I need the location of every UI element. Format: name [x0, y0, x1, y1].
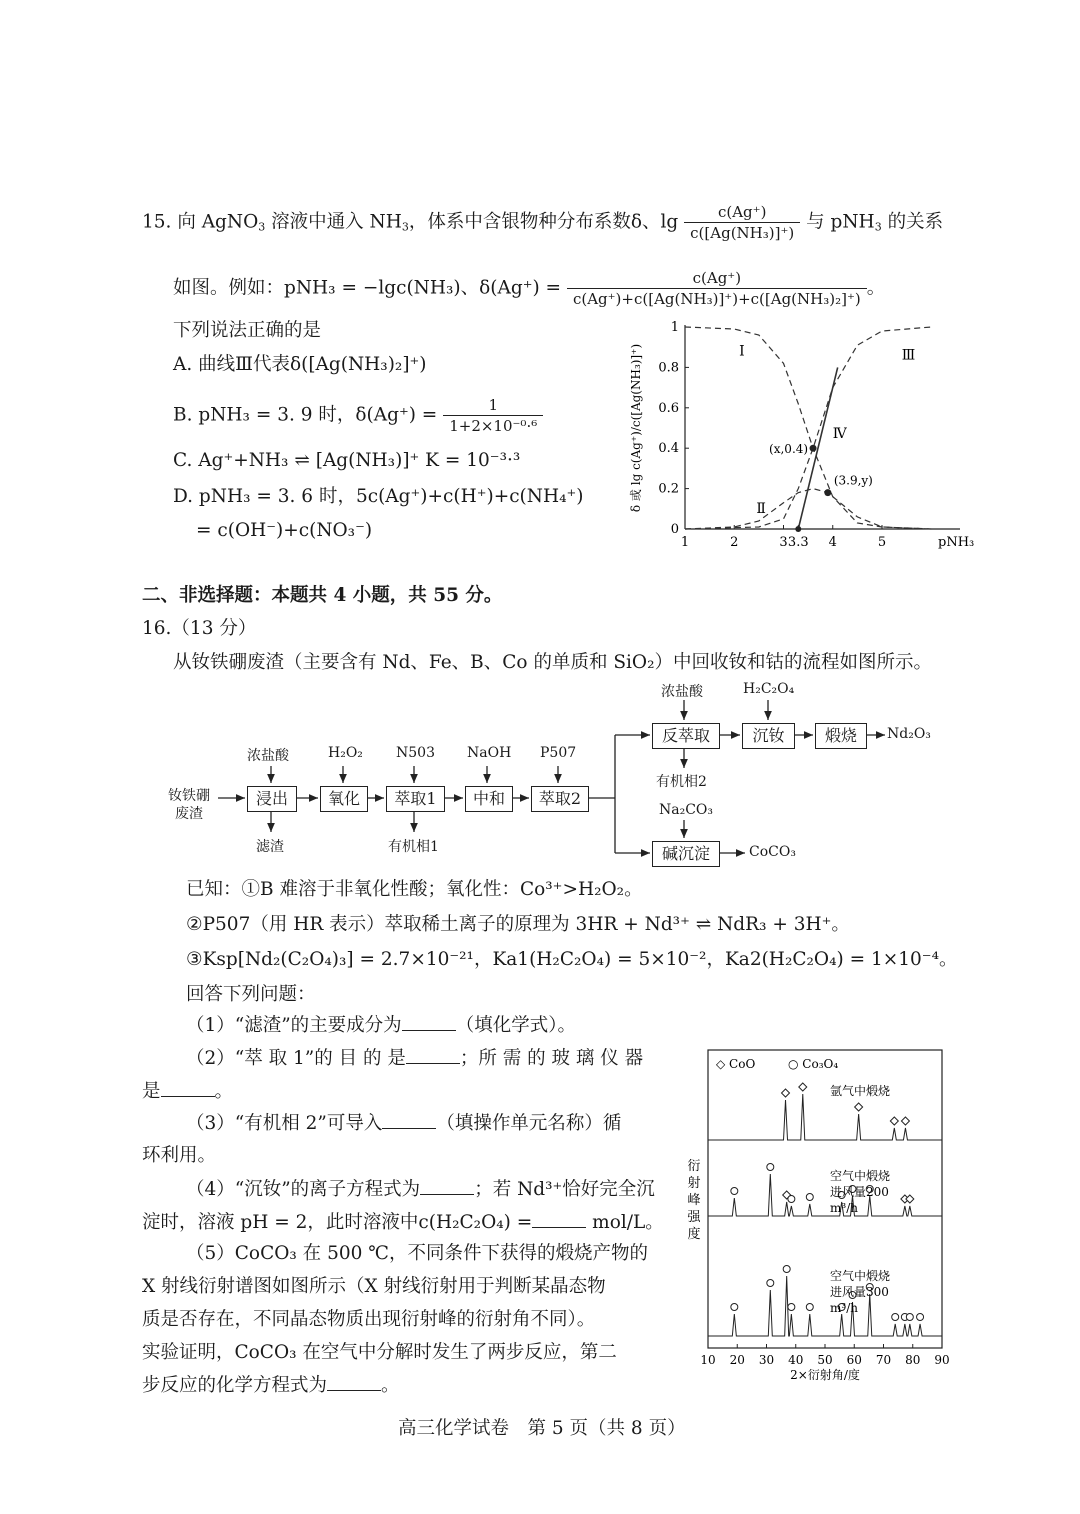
q15-option-a: A. 曲线Ⅲ代表δ([Ag(NH₃)₂]⁺): [173, 354, 427, 375]
q15-line1: 15. 向 AgNO$_3$ 溶液中通入 $NH_3$，体系中含银物种分布系数δ、lg $\frac{c(Ag^+)}{\text{c([Ag(NH₃)]⁺)}}$ 与 pNH$_3$ 的关系: [142, 203, 944, 242]
step-extraction1: 萃取1: [386, 786, 445, 812]
x-tick-label: 90: [934, 1353, 950, 1367]
co3o4-peak-marker: [788, 1304, 795, 1311]
point-x-04: [810, 445, 817, 452]
x-tick-label: 3: [779, 535, 788, 550]
part-5-line5: [142, 1372, 400, 1399]
q15-text: ，体系中含银物种分布系数δ、lg: [408, 211, 679, 233]
y-tick-label: 0.8: [658, 360, 679, 376]
curve-label: Ⅰ: [739, 343, 745, 360]
y-axis-label-char: 度: [687, 1227, 701, 1242]
annotation: (3.9,y): [833, 473, 873, 488]
part-3: [186, 1110, 621, 1137]
q15-text: 如图。例如：pNH₃ = −lgc(NH₃)、δ(Ag⁺) =: [173, 277, 562, 299]
reagent-hcl: 浓盐酸: [247, 748, 289, 764]
part-text: 。: [214, 1081, 234, 1102]
reagent-na2co3: Na₂CO₃: [659, 802, 714, 818]
output-organic2: 有机相2: [656, 774, 707, 790]
part-text: mol/L。: [586, 1212, 664, 1233]
trace-label: 进风量300: [830, 1285, 889, 1299]
part-5-line1: （5）CoCO₃ 在 500 ℃，不同条件下获得的煅烧产物的: [186, 1243, 648, 1264]
flow-start-line: 钕铁硼: [168, 788, 210, 804]
output-residue: 滤渣: [256, 839, 284, 855]
q15-text: 溶液中通入 NH: [265, 211, 402, 233]
reagent-n503: N503: [396, 745, 435, 761]
trace-label: m³/h: [830, 1301, 858, 1315]
y-tick-label: 0.4: [658, 441, 679, 457]
part-2: [186, 1045, 643, 1072]
part-text: 。: [381, 1375, 400, 1396]
part-1: [186, 1012, 576, 1039]
known-1: 已知：①B 难溶于非氧化性酸；氧化性：Co³⁺>H₂O₂。: [186, 879, 643, 900]
answer-blank[interactable]: [327, 1372, 381, 1391]
co3o4-peak-marker: [917, 1314, 924, 1321]
y-axis-label-char: 强: [687, 1210, 701, 1225]
step-alkali-precipitation: 碱沉淀: [652, 841, 720, 867]
part-text: （填操作单元名称）循: [436, 1113, 622, 1134]
part-text: ；所 需 的 玻 璃 仪 器: [459, 1048, 644, 1069]
part-text: 是: [142, 1081, 161, 1102]
part-text: （2）“萃 取 1”的 目 的 是: [186, 1048, 406, 1069]
part-2-cont: [142, 1078, 233, 1105]
coo-peak-marker: [799, 1083, 807, 1091]
coo-peak-marker: [906, 1195, 914, 1203]
option-b-fraction: [443, 395, 543, 436]
q15-option-c: C. Ag⁺+NH₃ ⇌ [Ag(NH₃)]⁺ K = 10⁻³·³: [173, 450, 521, 471]
part-3-cont: 环利用。: [142, 1145, 217, 1166]
fraction-denominator: c(Ag⁺)+c([Ag(NH₃)]⁺)+c([Ag(NH₃)₂]⁺): [572, 290, 861, 308]
x-tick-label: 4: [828, 535, 837, 550]
part-5-line3: 质是否存在，不同晶态物质出现衍射峰的衍射角不同）。: [142, 1309, 596, 1330]
answer-blank[interactable]: [420, 1176, 474, 1195]
series-curve-2: [685, 489, 931, 529]
x-tick-label: 30: [758, 1353, 775, 1367]
x-tick-label: 20: [729, 1353, 745, 1367]
x-tick-label: 60: [846, 1353, 862, 1367]
point-39-y: [824, 489, 831, 496]
q15-text: 。: [866, 277, 886, 299]
answer-blank[interactable]: [532, 1209, 586, 1228]
co3o4-peak-marker: [731, 1188, 738, 1195]
part-text: 淀时，溶液 pH = 2，此时溶液中c(H₂C₂O₄) =: [142, 1212, 533, 1233]
step-calcination: 煅烧: [815, 723, 867, 749]
page-footer: 高三化学试卷 第 5 页（共 8 页）: [398, 1418, 686, 1439]
annotation: (x,0.4): [769, 442, 809, 457]
step-leaching: 浸出: [247, 786, 297, 812]
xrd-trace-1: [708, 1094, 942, 1140]
y-tick-label: 0: [670, 522, 679, 537]
curve-label: Ⅲ: [901, 347, 916, 364]
step-extraction2: 萃取2: [531, 786, 589, 812]
x-tick-label: 10: [700, 1353, 716, 1367]
y-axis-label: δ 或 lg c(Ag⁺)/c([Ag(NH₃)]⁺): [629, 343, 643, 513]
series-curve-1: [685, 327, 931, 529]
y-tick-label: 0.2: [658, 481, 679, 497]
section-title: 二、非选择题：本题共 4 小题，共 55 分。: [142, 585, 503, 606]
q15-option-b: [173, 395, 543, 436]
step-back-extraction: 反萃取: [652, 723, 720, 749]
fraction-numerator: c(Ag⁺): [684, 202, 800, 223]
reagent-oxalic: H₂C₂O₄: [743, 681, 795, 697]
trace-label: 进风量200: [830, 1185, 889, 1199]
step-oxidation: 氧化: [320, 786, 368, 812]
legend-co3o4: ○ Co₃O₄: [788, 1057, 839, 1071]
q15-line2: [173, 268, 885, 309]
co3o4-peak-marker: [767, 1280, 774, 1287]
x-tick-label: 80: [905, 1353, 921, 1367]
x-tick-label: 3.3: [787, 535, 809, 550]
answer-blank[interactable]: [161, 1078, 215, 1097]
reagent-p507: P507: [540, 745, 577, 761]
y-axis-label-char: 射: [687, 1176, 701, 1191]
x-axis-label: pNH₃: [938, 535, 975, 550]
fraction-denominator: c([Ag(NH₃)]⁺): [690, 224, 795, 242]
trace-label: 空气中煅烧: [830, 1269, 891, 1283]
co3o4-peak-marker: [731, 1304, 738, 1311]
coo-peak-marker: [901, 1117, 909, 1125]
reagent-hcl-2: 浓盐酸: [661, 684, 703, 700]
known-2: ②P507（用 HR 表示）萃取稀土离子的原理为 3HR + Nd³⁺ ⇌ NdR₃ + 3H⁺。: [186, 914, 850, 935]
q16-intro: 从钕铁硼废渣（主要含有 Nd、Fe、B、Co 的单质和 SiO₂）中回收钕和钴的流程如图所示。: [173, 652, 933, 673]
co3o4-peak-marker: [767, 1164, 774, 1171]
xrd-trace-2: [708, 1174, 942, 1216]
y-tick-label: 1: [670, 320, 679, 335]
answer-blank[interactable]: [402, 1012, 456, 1031]
output-organic1: 有机相1: [388, 839, 439, 855]
part-text: （3）“有机相 2”可导入: [186, 1113, 383, 1134]
flow-start: [168, 787, 210, 823]
part-text: （1）“滤渣”的主要成分为: [186, 1015, 402, 1036]
coo-peak-marker: [890, 1117, 898, 1125]
q15-text: 的关系: [881, 211, 944, 233]
x-tick-label: 2: [730, 535, 739, 550]
product-coco3: CoCO₃: [749, 844, 796, 860]
trace-label: 氩气中煅烧: [830, 1084, 891, 1098]
xrd-chart: [680, 1040, 960, 1385]
q15-prompt: 下列说法正确的是: [173, 320, 322, 341]
x-tick-label: 1: [680, 535, 690, 550]
co3o4-peak-marker: [906, 1314, 913, 1321]
co3o4-peak-marker: [788, 1196, 795, 1203]
fraction-denominator: 1+2×10⁻⁰·⁶: [449, 417, 538, 435]
part-5-line2: X 射线衍射谱图如图所示（X 射线衍射用于判断某晶态物: [142, 1276, 606, 1297]
co3o4-peak-marker: [892, 1314, 899, 1321]
part-text: （填化学式）。: [455, 1015, 576, 1036]
part-5-line4: 实验证明，CoCO₃ 在空气中分解时发生了两步反应，第二: [142, 1342, 617, 1363]
x-tick-label: 5: [877, 535, 887, 550]
q15-text: 与 pNH: [806, 211, 875, 233]
reagent-h2o2: H₂O₂: [328, 745, 363, 761]
point-33-0: [795, 526, 801, 532]
q15-option-d-line1: D. pNH₃ = 3. 6 时，5c(Ag⁺)+c(H⁺)+c(NH₄⁺): [173, 486, 584, 507]
answer-blank[interactable]: [382, 1110, 436, 1129]
co3o4-peak-marker: [783, 1266, 790, 1273]
x-axis-label: 2×衍射角/度: [790, 1368, 860, 1382]
distribution-chart: [600, 315, 975, 560]
curve-label: Ⅳ: [832, 426, 847, 443]
x-tick-label: 40: [788, 1353, 804, 1367]
reagent-naoh: NaOH: [467, 745, 512, 761]
y-axis-label-char: 峰: [687, 1193, 701, 1208]
q16-header: 16.（13 分）: [142, 618, 257, 639]
known-3: ③Ksp[Nd₂(C₂O₄)₃] = 2.7×10⁻²¹，Ka1(H₂C₂O₄) = 5×10⁻²，Ka2(H₂C₂O₄) = 1×10⁻⁴。: [186, 949, 958, 970]
curve-label: Ⅱ: [756, 500, 766, 517]
y-axis-label-char: 衍: [687, 1159, 701, 1174]
fraction-numerator: 1: [443, 395, 543, 416]
option-b-text: B. pNH₃ = 3. 9 时，δ(Ag⁺) =: [173, 404, 438, 426]
part-text: ；若 Nd³⁺恰好完全沉: [474, 1179, 655, 1200]
legend-coo: ◇ CoO: [716, 1057, 756, 1071]
answer-blank[interactable]: [406, 1045, 460, 1064]
part-4: [186, 1176, 655, 1203]
co3o4-peak-marker: [806, 1194, 813, 1201]
co3o4-peak-marker: [806, 1304, 813, 1311]
series-curve-3: [685, 327, 931, 529]
x-tick-label: 70: [875, 1353, 892, 1367]
x-tick-label: 50: [817, 1353, 833, 1367]
q15-fraction: [684, 202, 800, 243]
coo-peak-marker: [855, 1103, 863, 1111]
y-tick-label: 0.6: [658, 400, 679, 416]
q15-delta-fraction: [567, 268, 867, 309]
step-nd-precipitation: 沉钕: [742, 723, 795, 749]
trace-label: 空气中煅烧: [830, 1169, 891, 1183]
q15-option-d-line2: = c(OH⁻)+c(NO₃⁻): [196, 520, 373, 541]
flow-start-line: 废渣: [175, 806, 203, 822]
q15-text: 向 AgNO: [177, 211, 259, 233]
trace-label: m³/h: [830, 1201, 858, 1215]
part-4-cont: [142, 1209, 664, 1236]
step-neutralization: 中和: [465, 786, 513, 812]
q15-number: 15.: [142, 211, 172, 233]
fraction-numerator: c(Ag⁺): [567, 268, 867, 289]
part-text: 步反应的化学方程式为: [142, 1375, 328, 1396]
xrd-trace-3: [708, 1276, 942, 1336]
answer-prompt: 回答下列问题：: [186, 984, 316, 1005]
product-nd2o3: Nd₂O₃: [887, 726, 931, 742]
part-text: （4）“沉钕”的离子方程式为: [186, 1179, 421, 1200]
coo-peak-marker: [782, 1089, 790, 1097]
